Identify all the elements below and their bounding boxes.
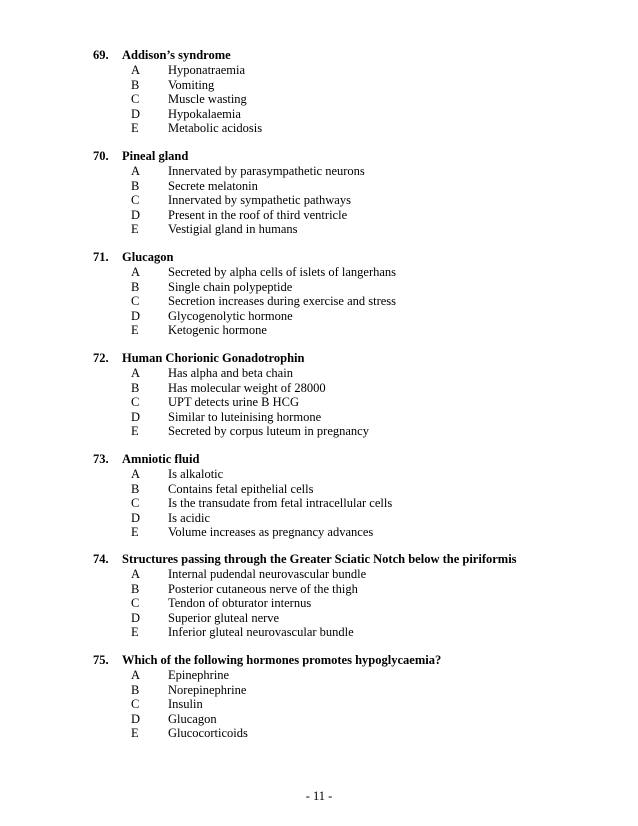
option-b bbox=[0, 683, 638, 698]
option-letter: E bbox=[131, 323, 139, 337]
option-e bbox=[0, 726, 638, 741]
option-e bbox=[0, 323, 638, 338]
option-b bbox=[0, 582, 638, 597]
question-title: Glucagon bbox=[122, 250, 174, 264]
option-text: Glycogenolytic hormone bbox=[168, 308, 293, 323]
option-letter: B bbox=[131, 77, 140, 92]
question-74 bbox=[0, 551, 638, 640]
option-text: Single chain polypeptide bbox=[168, 279, 293, 294]
option-letter: A bbox=[131, 668, 141, 682]
option-letter: A bbox=[131, 63, 141, 77]
option-letter: D bbox=[131, 308, 141, 323]
option-letter: D bbox=[131, 409, 141, 424]
option-text: Is acidic bbox=[168, 510, 210, 525]
option-text: Muscle wasting bbox=[168, 92, 247, 106]
option-e bbox=[0, 625, 638, 640]
option-d bbox=[0, 410, 638, 425]
option-letter: A bbox=[131, 265, 141, 279]
option-d bbox=[0, 712, 638, 727]
option-text: Hyponatraemia bbox=[168, 63, 246, 77]
option-letter: E bbox=[131, 424, 139, 438]
option-e bbox=[0, 525, 638, 540]
option-letter: A bbox=[131, 164, 141, 178]
option-text: UPT detects urine B HCG bbox=[168, 395, 300, 409]
option-letter: B bbox=[131, 481, 140, 496]
option-text: Metabolic acidosis bbox=[168, 121, 263, 135]
option-letter: C bbox=[131, 294, 140, 308]
option-letter: E bbox=[131, 121, 139, 135]
option-letter: E bbox=[131, 222, 139, 236]
option-text: Secretion increases during exercise and stress bbox=[168, 294, 397, 308]
option-text: Secrete melatonin bbox=[168, 178, 258, 193]
option-b bbox=[0, 179, 638, 194]
question-number: 74. bbox=[93, 552, 109, 566]
option-text: Is alkalotic bbox=[168, 467, 224, 481]
option-letter: E bbox=[131, 726, 139, 740]
option-text: Superior gluteal nerve bbox=[168, 610, 280, 625]
question-header bbox=[0, 652, 638, 668]
option-text: Has molecular weight of 28000 bbox=[168, 380, 326, 395]
question-70 bbox=[0, 148, 638, 237]
option-letter: C bbox=[131, 395, 140, 409]
option-text: Present in the roof of third ventricle bbox=[168, 207, 348, 222]
question-header bbox=[0, 148, 638, 164]
question-number: 73. bbox=[93, 452, 109, 466]
option-text: Internal pudendal neurovascular bundle bbox=[168, 567, 367, 581]
option-text: Norepinephrine bbox=[168, 682, 247, 697]
option-letter: D bbox=[131, 207, 141, 222]
option-d bbox=[0, 309, 638, 324]
option-a bbox=[0, 366, 638, 381]
option-c bbox=[0, 697, 638, 712]
question-header bbox=[0, 551, 638, 567]
option-text: Has alpha and beta chain bbox=[168, 366, 293, 380]
option-d bbox=[0, 611, 638, 626]
question-header bbox=[0, 47, 638, 63]
question-number: 71. bbox=[93, 250, 109, 264]
option-b bbox=[0, 78, 638, 93]
option-text: Secreted by alpha cells of islets of langerhans bbox=[168, 265, 397, 279]
option-c bbox=[0, 294, 638, 309]
question-number: 75. bbox=[93, 653, 109, 667]
option-text: Is the transudate from fetal intracellular cells bbox=[168, 496, 393, 510]
option-letter: A bbox=[131, 467, 141, 481]
option-text: Similar to luteinising hormone bbox=[168, 409, 322, 424]
option-letter: C bbox=[131, 596, 140, 610]
option-a bbox=[0, 265, 638, 280]
option-letter: C bbox=[131, 496, 140, 510]
option-letter: E bbox=[131, 525, 139, 539]
option-d bbox=[0, 107, 638, 122]
question-number: 70. bbox=[93, 149, 109, 163]
option-b bbox=[0, 482, 638, 497]
option-text: Innervated by parasympathetic neurons bbox=[168, 164, 365, 178]
option-letter: C bbox=[131, 697, 140, 711]
option-a bbox=[0, 164, 638, 179]
question-title: Structures passing through the Greater Sciatic Notch below the piriformis bbox=[122, 552, 517, 566]
question-72 bbox=[0, 350, 638, 439]
option-a bbox=[0, 63, 638, 78]
option-letter: B bbox=[131, 581, 140, 596]
question-header bbox=[0, 350, 638, 366]
option-letter: D bbox=[131, 711, 141, 726]
option-text: Innervated by sympathetic pathways bbox=[168, 193, 351, 207]
option-letter: E bbox=[131, 625, 139, 639]
question-header bbox=[0, 249, 638, 265]
question-title: Which of the following hormones promotes hypoglycaemia? bbox=[122, 653, 442, 667]
option-e bbox=[0, 222, 638, 237]
option-letter: C bbox=[131, 193, 140, 207]
option-letter: A bbox=[131, 366, 141, 380]
question-69 bbox=[0, 47, 638, 136]
option-a bbox=[0, 567, 638, 582]
option-letter: B bbox=[131, 682, 140, 697]
option-text: Vomiting bbox=[168, 77, 215, 92]
question-number: 72. bbox=[93, 351, 109, 365]
option-letter: A bbox=[131, 567, 141, 581]
option-text: Tendon of obturator internus bbox=[168, 596, 312, 610]
option-text: Inferior gluteal neurovascular bundle bbox=[168, 625, 354, 639]
question-75 bbox=[0, 652, 638, 741]
question-number: 69. bbox=[93, 48, 109, 62]
option-c bbox=[0, 92, 638, 107]
option-text: Secreted by corpus luteum in pregnancy bbox=[168, 424, 369, 438]
option-text: Vestigial gland in humans bbox=[168, 222, 298, 236]
question-title: Addison’s syndrome bbox=[122, 48, 231, 62]
page-number: - 11 - bbox=[305, 789, 333, 803]
option-text: Hypokalaemia bbox=[168, 106, 241, 121]
option-text: Glucocorticoids bbox=[168, 726, 248, 740]
question-title: Amniotic fluid bbox=[122, 452, 200, 466]
option-letter: B bbox=[131, 380, 140, 395]
option-c bbox=[0, 596, 638, 611]
option-text: Posterior cutaneous nerve of the thigh bbox=[168, 581, 358, 596]
question-title: Human Chorionic Gonadotrophin bbox=[122, 351, 305, 365]
option-text: Epinephrine bbox=[168, 668, 230, 682]
option-letter: D bbox=[131, 610, 141, 625]
option-d bbox=[0, 208, 638, 223]
option-c bbox=[0, 193, 638, 208]
question-title: Pineal gland bbox=[122, 149, 189, 163]
option-letter: D bbox=[131, 106, 141, 121]
option-text: Ketogenic hormone bbox=[168, 323, 267, 337]
option-a bbox=[0, 668, 638, 683]
option-text: Insulin bbox=[168, 697, 203, 711]
question-71 bbox=[0, 249, 638, 338]
question-header bbox=[0, 451, 638, 467]
option-b bbox=[0, 381, 638, 396]
option-text: Contains fetal epithelial cells bbox=[168, 481, 314, 496]
option-text: Volume increases as pregnancy advances bbox=[168, 525, 374, 539]
option-letter: B bbox=[131, 279, 140, 294]
option-e bbox=[0, 424, 638, 439]
option-letter: D bbox=[131, 510, 141, 525]
option-letter: B bbox=[131, 178, 140, 193]
option-letter: C bbox=[131, 92, 140, 106]
option-e bbox=[0, 121, 638, 136]
option-c bbox=[0, 496, 638, 511]
option-d bbox=[0, 511, 638, 526]
question-73 bbox=[0, 451, 638, 540]
option-c bbox=[0, 395, 638, 410]
option-b bbox=[0, 280, 638, 295]
option-text: Glucagon bbox=[168, 711, 217, 726]
option-a bbox=[0, 467, 638, 482]
